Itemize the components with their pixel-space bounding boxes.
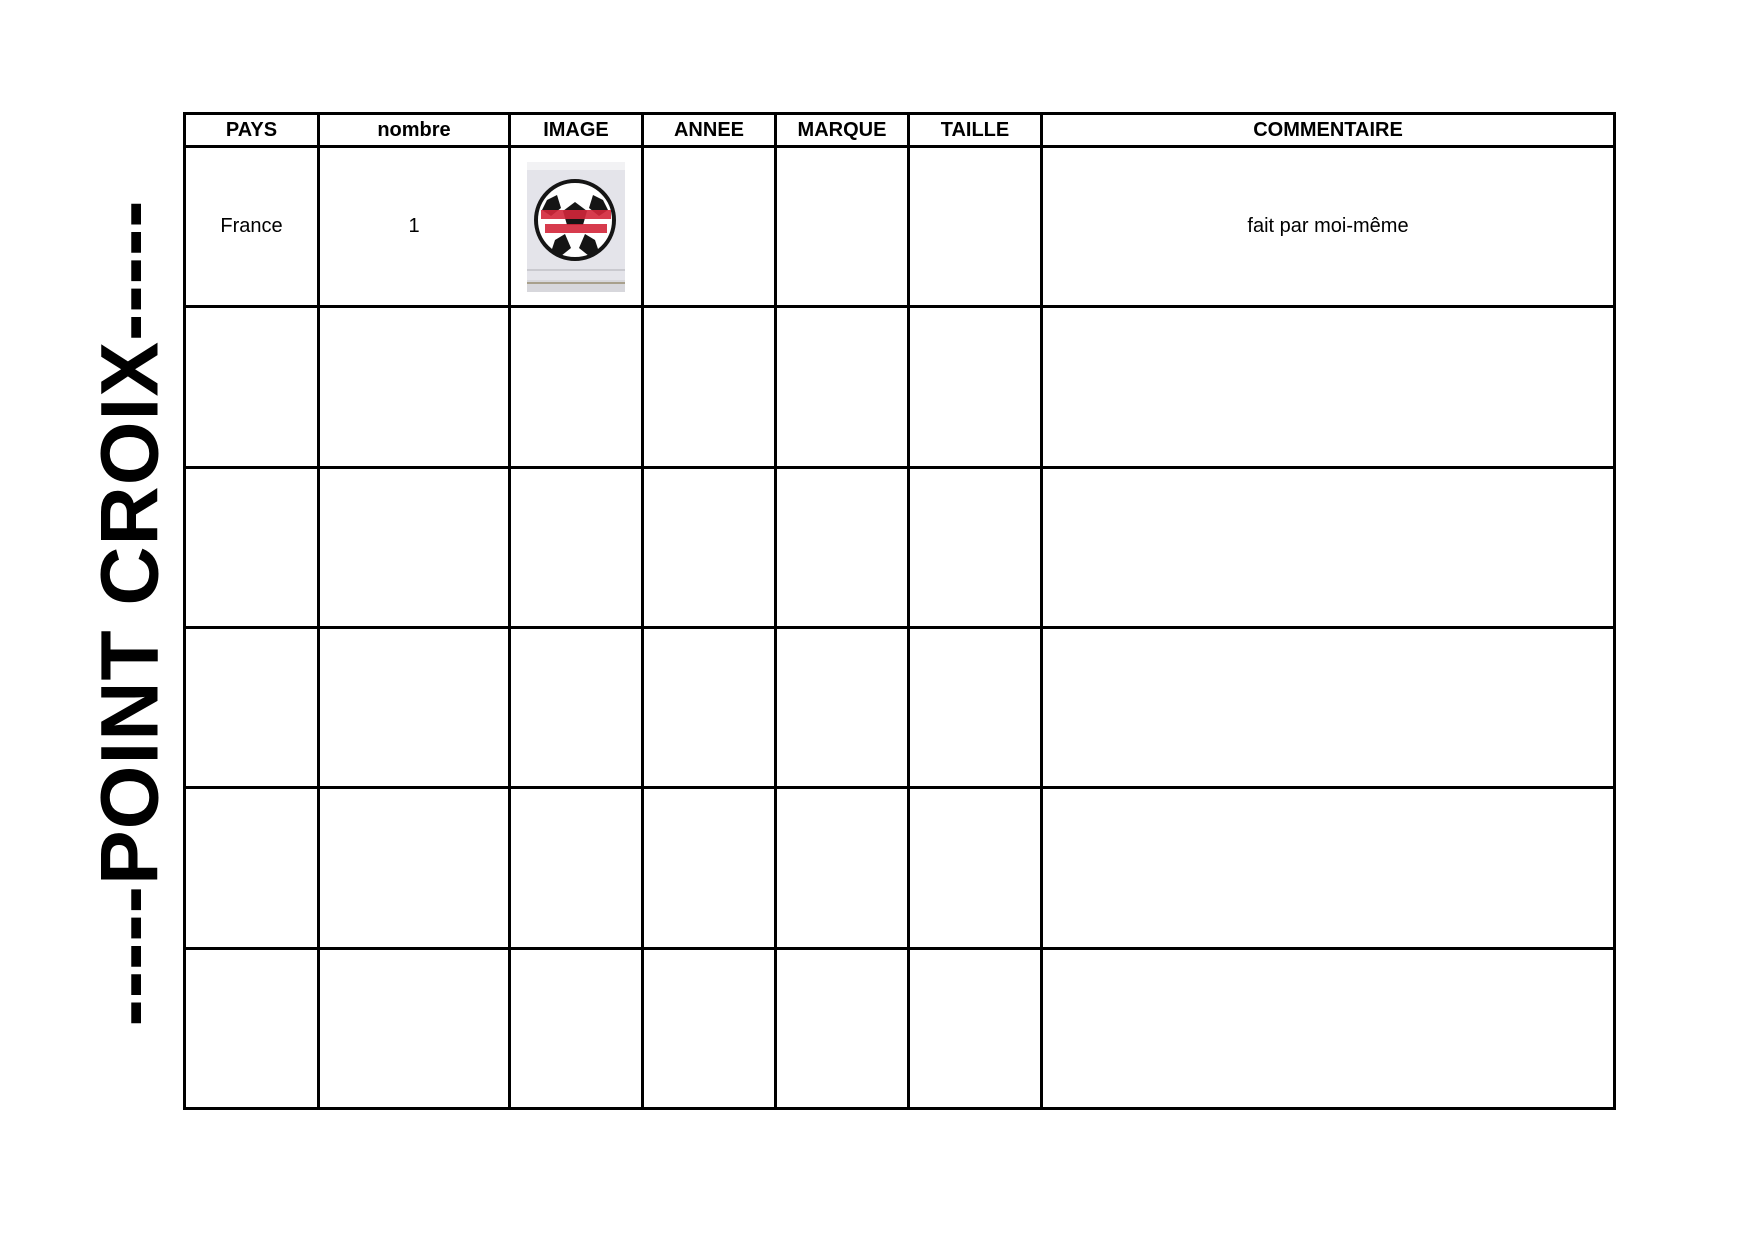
cell-annee <box>643 948 776 1108</box>
header-marque: MARQUE <box>776 114 909 147</box>
cell-image <box>510 147 643 307</box>
cell-annee <box>643 147 776 307</box>
cell-marque <box>776 147 909 307</box>
side-title <box>85 199 177 1027</box>
table-row <box>185 467 1615 627</box>
table-row <box>185 147 1615 307</box>
cell-image <box>510 788 643 948</box>
table-row <box>185 788 1615 948</box>
cell-nombre <box>319 307 510 467</box>
cell-marque <box>776 467 909 627</box>
header-row <box>185 114 1615 147</box>
cell-pays: France <box>185 147 319 307</box>
cell-pays <box>185 948 319 1108</box>
cell-pays <box>185 788 319 948</box>
cell-image <box>510 467 643 627</box>
side-title-text: -----POINT CROIX----- <box>85 199 177 1027</box>
cell-taille <box>909 788 1042 948</box>
cell-marque <box>776 307 909 467</box>
cell-marque <box>776 788 909 948</box>
cell-marque <box>776 627 909 787</box>
cell-image <box>510 307 643 467</box>
cell-commentaire <box>1042 467 1615 627</box>
cell-nombre <box>319 948 510 1108</box>
cell-nombre <box>319 788 510 948</box>
header-commentaire: COMMENTAIRE <box>1042 114 1615 147</box>
cell-nombre: 1 <box>319 147 510 307</box>
cell-annee <box>643 307 776 467</box>
cell-pays <box>185 467 319 627</box>
table-row <box>185 627 1615 787</box>
cell-commentaire <box>1042 307 1615 467</box>
cell-taille <box>909 147 1042 307</box>
cell-marque <box>776 948 909 1108</box>
cell-taille <box>909 627 1042 787</box>
header-image: IMAGE <box>510 114 643 147</box>
cell-commentaire <box>1042 627 1615 787</box>
header-pays: PAYS <box>185 114 319 147</box>
cell-pays <box>185 307 319 467</box>
cell-commentaire <box>1042 788 1615 948</box>
cell-nombre <box>319 627 510 787</box>
cell-image <box>510 948 643 1108</box>
table-row <box>185 948 1615 1108</box>
cell-commentaire: fait par moi-même <box>1042 147 1615 307</box>
table-row <box>185 307 1615 467</box>
cross-stitch-soccer-ball-label-image <box>527 162 625 292</box>
cell-image <box>510 627 643 787</box>
cell-annee <box>643 788 776 948</box>
cell-taille <box>909 467 1042 627</box>
cell-taille <box>909 948 1042 1108</box>
header-annee: ANNEE <box>643 114 776 147</box>
cell-pays <box>185 627 319 787</box>
header-nombre: nombre <box>319 114 510 147</box>
collection-table <box>183 112 1616 1110</box>
cell-annee <box>643 467 776 627</box>
cell-commentaire <box>1042 948 1615 1108</box>
cell-taille <box>909 307 1042 467</box>
cell-nombre <box>319 467 510 627</box>
header-taille: TAILLE <box>909 114 1042 147</box>
cell-annee <box>643 627 776 787</box>
